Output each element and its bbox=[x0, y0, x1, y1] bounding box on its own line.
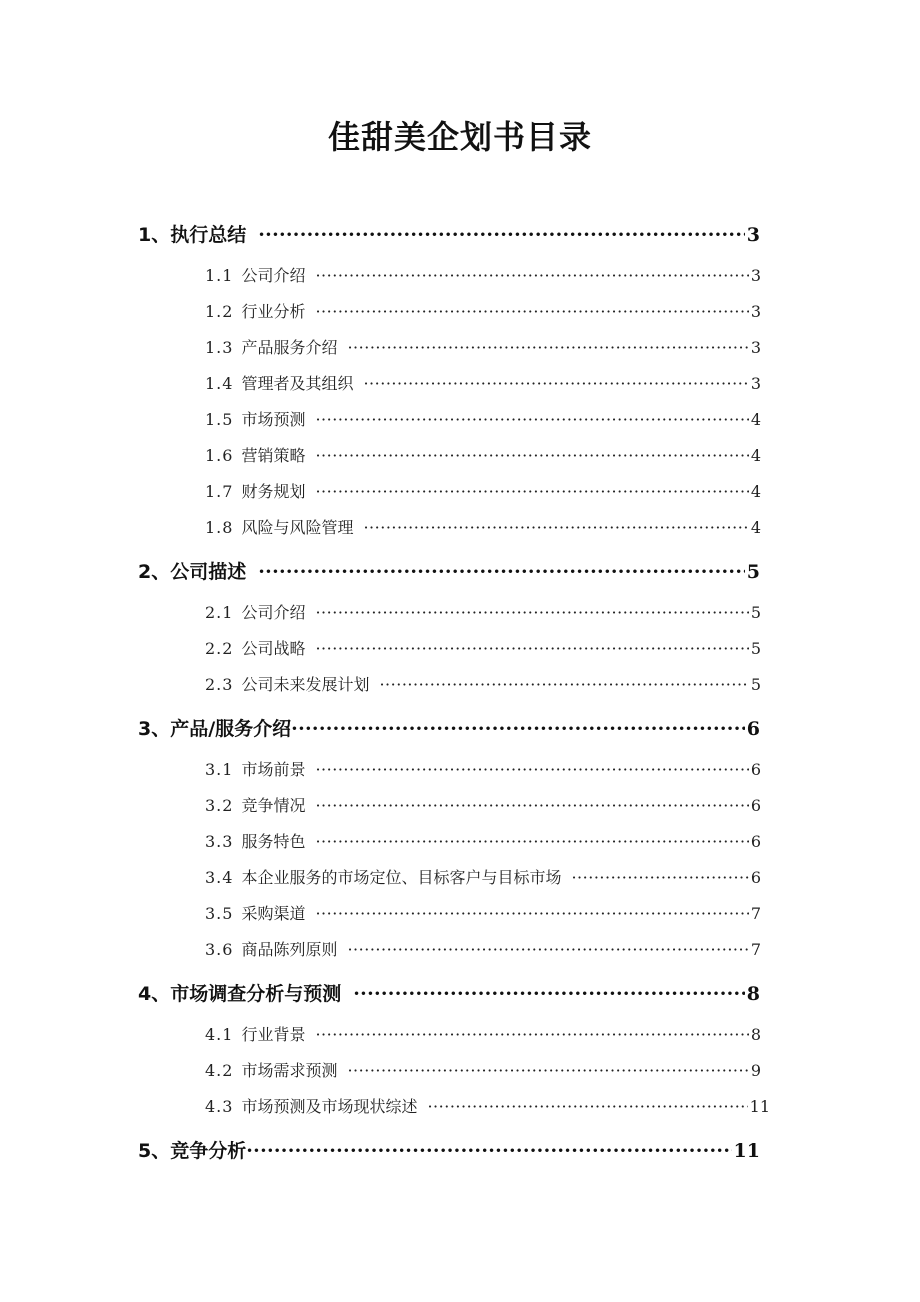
toc-entry-label: 市场预测及市场现状综述 bbox=[241, 1097, 418, 1116]
toc-entry-page: 5 bbox=[750, 675, 761, 694]
toc-entry-page: 4 bbox=[750, 446, 761, 465]
toc-entry-page: 7 bbox=[750, 940, 761, 959]
toc-entry-3-1[interactable] bbox=[205, 757, 761, 780]
toc-entry-number: 3.1 bbox=[205, 760, 234, 779]
toc-entry-2-1[interactable] bbox=[205, 600, 761, 623]
toc-entry-4-3[interactable] bbox=[205, 1094, 770, 1117]
toc-entry-number: 4.2 bbox=[205, 1061, 234, 1080]
toc-entry-section-2[interactable] bbox=[138, 557, 760, 584]
dot-leader bbox=[315, 760, 748, 779]
toc-entry-1-1[interactable] bbox=[205, 263, 761, 286]
toc-entry-page: 3 bbox=[750, 374, 761, 393]
dot-leader bbox=[246, 1140, 731, 1162]
document-title: 佳甜美企划书目录 bbox=[327, 118, 592, 156]
dot-leader bbox=[315, 446, 748, 465]
dot-leader bbox=[258, 224, 745, 246]
dot-leader bbox=[347, 940, 748, 959]
dot-leader bbox=[363, 518, 748, 537]
toc-entry-label: 1、执行总结 bbox=[138, 224, 247, 246]
toc-entry-number: 1.2 bbox=[205, 302, 234, 321]
toc-entry-page: 3 bbox=[750, 266, 761, 285]
dot-leader bbox=[571, 868, 748, 887]
dot-leader bbox=[363, 374, 748, 393]
dot-leader bbox=[315, 796, 748, 815]
dot-leader bbox=[315, 482, 748, 501]
toc-entry-3-4[interactable] bbox=[205, 865, 761, 888]
toc-entry-label: 行业分析 bbox=[241, 302, 306, 321]
toc-entry-page: 6 bbox=[750, 832, 761, 851]
toc-entry-label: 竞争情况 bbox=[241, 796, 306, 815]
toc-entry-page: 5 bbox=[750, 639, 761, 658]
toc-entry-label: 财务规划 bbox=[241, 482, 306, 501]
toc-entry-number: 2.1 bbox=[205, 603, 234, 622]
toc-entry-number: 4.3 bbox=[205, 1097, 234, 1116]
toc-entry-1-2[interactable] bbox=[205, 299, 761, 322]
toc-entry-number: 1.5 bbox=[205, 410, 234, 429]
dot-leader bbox=[258, 561, 745, 583]
toc-entry-page: 5 bbox=[746, 561, 760, 583]
toc-entry-3-3[interactable] bbox=[205, 829, 761, 852]
toc-entry-number: 2.2 bbox=[205, 639, 234, 658]
toc-entry-section-1[interactable] bbox=[138, 220, 760, 247]
dot-leader bbox=[315, 410, 748, 429]
toc-entry-label: 市场预测 bbox=[241, 410, 306, 429]
toc-entry-4-2[interactable] bbox=[205, 1058, 761, 1081]
toc-entry-label: 产品服务介绍 bbox=[241, 338, 338, 357]
toc-entry-2-3[interactable] bbox=[205, 672, 761, 695]
toc-entry-label: 公司未来发展计划 bbox=[241, 675, 370, 694]
toc-entry-page: 6 bbox=[750, 760, 761, 779]
toc-entry-label: 公司战略 bbox=[241, 639, 306, 658]
toc-entry-page: 6 bbox=[750, 796, 761, 815]
toc-entry-number: 3.6 bbox=[205, 940, 234, 959]
toc-entry-label: 市场前景 bbox=[241, 760, 306, 779]
toc-entry-1-6[interactable] bbox=[205, 443, 761, 466]
toc-entry-number: 3.3 bbox=[205, 832, 234, 851]
toc-entry-page: 4 bbox=[750, 410, 761, 429]
dot-leader bbox=[315, 603, 748, 622]
toc-entry-3-6[interactable] bbox=[205, 937, 761, 960]
toc-entry-page: 3 bbox=[750, 302, 761, 321]
toc-entry-number: 3.4 bbox=[205, 868, 234, 887]
toc-entry-number: 1.6 bbox=[205, 446, 234, 465]
toc-entry-1-3[interactable] bbox=[205, 335, 761, 358]
toc-entry-number: 3.5 bbox=[205, 904, 234, 923]
dot-leader bbox=[315, 832, 748, 851]
toc-entry-page: 6 bbox=[746, 718, 760, 740]
dot-leader bbox=[315, 266, 748, 285]
toc-entry-label: 服务特色 bbox=[241, 832, 306, 851]
toc-entry-1-7[interactable] bbox=[205, 479, 761, 502]
toc-entry-number: 3.2 bbox=[205, 796, 234, 815]
toc-entry-number: 2.3 bbox=[205, 675, 234, 694]
toc-entry-2-2[interactable] bbox=[205, 636, 761, 659]
toc-entry-page: 4 bbox=[750, 518, 761, 537]
toc-entry-label: 商品陈列原则 bbox=[241, 940, 338, 959]
toc-entry-page: 4 bbox=[750, 482, 761, 501]
dot-leader bbox=[379, 675, 748, 694]
toc-entry-section-5[interactable] bbox=[138, 1136, 760, 1163]
dot-leader bbox=[315, 639, 748, 658]
toc-entry-page: 6 bbox=[750, 868, 761, 887]
toc-entry-label: 营销策略 bbox=[241, 446, 306, 465]
toc-entry-number: 1.1 bbox=[205, 266, 234, 285]
toc-entry-page: 7 bbox=[750, 904, 761, 923]
toc-entry-page: 8 bbox=[746, 983, 760, 1005]
toc-entry-3-5[interactable] bbox=[205, 901, 761, 924]
toc-entry-page: 11 bbox=[749, 1097, 770, 1116]
toc-entry-label: 4、市场调查分析与预测 bbox=[138, 983, 342, 1005]
toc-entry-label: 本企业服务的市场定位、目标客户与目标市场 bbox=[241, 868, 562, 887]
toc-entry-page: 3 bbox=[746, 224, 760, 246]
toc-entry-label: 管理者及其组织 bbox=[241, 374, 354, 393]
toc-entry-number: 1.7 bbox=[205, 482, 234, 501]
toc-entry-label: 3、产品/服务介绍 bbox=[138, 718, 292, 740]
toc-entry-4-1[interactable] bbox=[205, 1022, 761, 1045]
dot-leader bbox=[347, 1061, 748, 1080]
toc-entry-page: 5 bbox=[750, 603, 761, 622]
dot-leader bbox=[315, 302, 748, 321]
dot-leader bbox=[353, 983, 745, 1005]
dot-leader bbox=[315, 1025, 748, 1044]
toc-entry-page: 8 bbox=[750, 1025, 761, 1044]
toc-entry-page: 11 bbox=[733, 1140, 760, 1162]
dot-leader bbox=[347, 338, 748, 357]
toc-entry-page: 3 bbox=[750, 338, 761, 357]
toc-entry-label: 2、公司描述 bbox=[138, 561, 247, 583]
toc-entry-number: 1.4 bbox=[205, 374, 234, 393]
toc-entry-label: 公司介绍 bbox=[241, 266, 306, 285]
toc-entry-1-8[interactable] bbox=[205, 515, 761, 538]
toc-entry-label: 公司介绍 bbox=[241, 603, 306, 622]
toc-entry-section-3[interactable] bbox=[138, 714, 760, 741]
toc-entry-number: 1.8 bbox=[205, 518, 234, 537]
toc-entry-label: 市场需求预测 bbox=[241, 1061, 338, 1080]
toc-entry-page: 9 bbox=[750, 1061, 761, 1080]
toc-entry-1-5[interactable] bbox=[205, 407, 761, 430]
toc-entry-3-2[interactable] bbox=[205, 793, 761, 816]
dot-leader bbox=[427, 1097, 747, 1116]
toc-entry-label: 行业背景 bbox=[241, 1025, 306, 1044]
toc-entry-1-4[interactable] bbox=[205, 371, 761, 394]
toc-entry-section-4[interactable] bbox=[138, 979, 760, 1006]
dot-leader bbox=[291, 718, 745, 740]
toc-entry-label: 采购渠道 bbox=[241, 904, 306, 923]
dot-leader bbox=[315, 904, 748, 923]
toc-entry-label: 5、竞争分析 bbox=[138, 1140, 247, 1162]
toc-entry-label: 风险与风险管理 bbox=[241, 518, 354, 537]
toc-entry-number: 4.1 bbox=[205, 1025, 234, 1044]
toc-entry-number: 1.3 bbox=[205, 338, 234, 357]
